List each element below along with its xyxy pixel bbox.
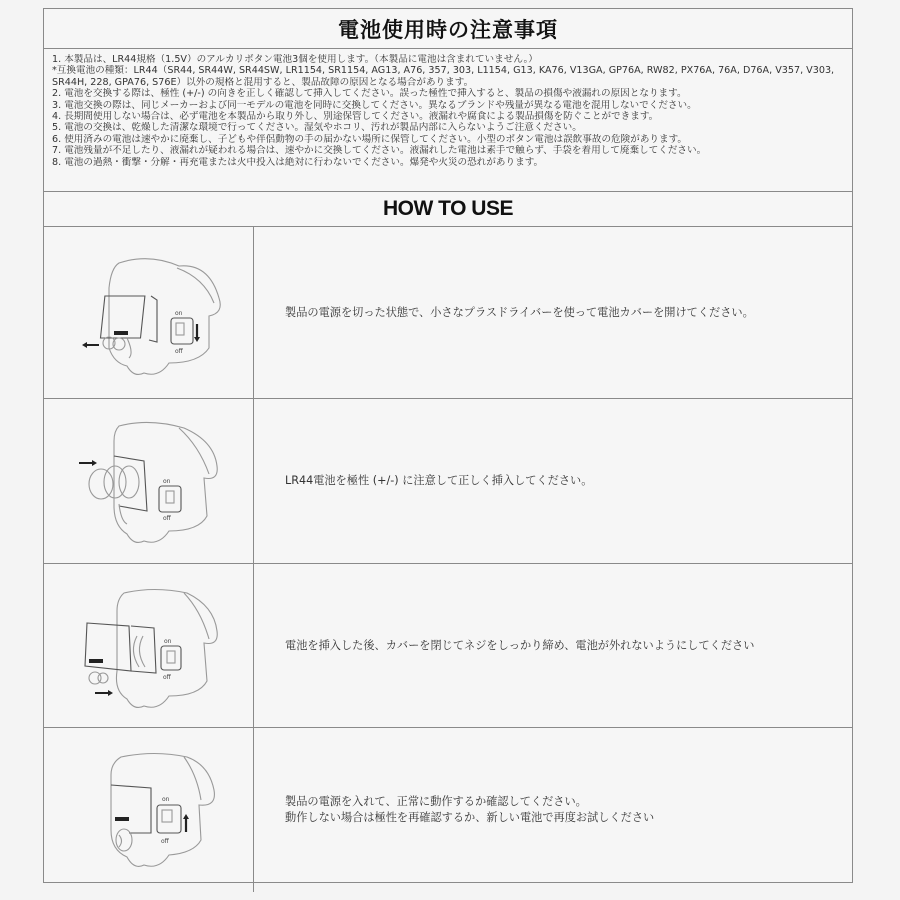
- note-line: SR44H, 228, GPA76, S76E）以外の規格と混用すると、製品故障の原因となる場合があります。: [52, 76, 474, 88]
- step-instruction: 電池を挿入した後、カバーを閉じてネジをしっかり締め、電池が外れないようにしてください: [285, 638, 755, 652]
- caution-notes: [44, 49, 852, 192]
- step-illustration-power-on: [44, 728, 254, 892]
- step-row-1: [44, 227, 852, 399]
- step-text-3: [285, 564, 842, 727]
- note-line: 4. 長期間使用しない場合は、必ず電池を本製品から取り外し、別途保管してください。液漏れや腐食による製品損傷を防ぐことができます。: [52, 111, 659, 123]
- svg-text:on: on: [174, 309, 182, 317]
- step-row-4: [44, 728, 852, 892]
- page-title: 電池使用時の注意事項: [338, 17, 558, 42]
- note-line: 2. 電池を交換する際は、極性 (+/-) の向きを正しく確認して挿入してください。誤った極性で挿入すると、製品の損傷や液漏れの原因となります。: [52, 88, 687, 100]
- svg-text:off: off: [160, 838, 169, 845]
- step-text-1: [285, 227, 842, 398]
- note-line: 1. 本製品は、LR44規格（1.5V）のアルカリボタン電池3個を使用します。（本製品に電池は含まれていません。）: [52, 54, 538, 65]
- plush-open-cover-icon: [59, 238, 239, 388]
- step-illustration-open-cover: [44, 227, 254, 398]
- svg-text:on: on: [162, 478, 170, 485]
- howto-header: [44, 192, 852, 227]
- note-line: *互換電池の種類：LR44（SR44, SR44W, SR44SW, LR1154, SR1154, AG13, A76, 357, 303, L1154, G13, KA76, V13GA, GP76A, RW82, PX76A, 76A, D76A, V357, V303,: [52, 65, 835, 77]
- battery-caution-sheet: [43, 8, 853, 883]
- title-bar: [44, 9, 852, 49]
- note-line: 3. 電池交換の際は、同じメーカーおよび同一モデルの電池を同時に交換してください。異なるブランドや残量が異なる電池を混用しないでください。: [52, 99, 697, 111]
- step-instruction: 製品の電源を入れて、正常に動作するか確認してください。: [285, 795, 587, 808]
- step-text-2: [285, 399, 842, 563]
- plush-power-on-icon: [59, 735, 239, 885]
- plush-insert-batteries-icon: [59, 406, 239, 556]
- step-instruction: LR44電池を極性 (+/-) に注意して正しく挿入してください。: [285, 474, 593, 487]
- step-instruction: 製品の電源を切った状態で、小さなプラスドライバーを使って電池カバーを開けてください。: [285, 305, 754, 319]
- note-line: 7. 電池残量が不足したり、液漏れが疑われる場合は、速やかに交換してください。液漏れした電池は素手で触らず、手袋を着用して廃棄してください。: [52, 145, 707, 157]
- svg-text:off: off: [162, 515, 171, 522]
- plush-close-cover-icon: [59, 571, 239, 721]
- howto-title: HOW TO USE: [383, 197, 513, 220]
- svg-text:off: off: [174, 347, 183, 355]
- step-illustration-close-cover: [44, 564, 254, 727]
- step-illustration-insert-batteries: [44, 399, 254, 563]
- step-instruction: 動作しない場合は極性を再確認するか、新しい電池で再度お試しください: [285, 811, 655, 824]
- note-line: 5. 電池の交換は、乾燥した清潔な環境で行ってください。湿気やホコリ、汚れが製品内部に入らないようご注意ください。: [52, 122, 582, 134]
- note-line: 6. 使用済みの電池は速やかに廃棄し、子どもや伴侶動物の手の届かない場所に保管してください。小型のボタン電池は誤飲事故の危険があります。: [52, 133, 688, 145]
- step-row-2: [44, 399, 852, 564]
- note-line: 8. 電池の過熱・衝撃・分解・再充電または火中投入は絶対に行わないでください。爆発や火災の恐れがあります。: [52, 156, 544, 168]
- step-text-4: [285, 728, 842, 892]
- step-row-3: [44, 564, 852, 728]
- svg-text:on: on: [161, 796, 169, 803]
- svg-text:off: off: [162, 673, 171, 681]
- svg-text:on: on: [163, 637, 171, 645]
